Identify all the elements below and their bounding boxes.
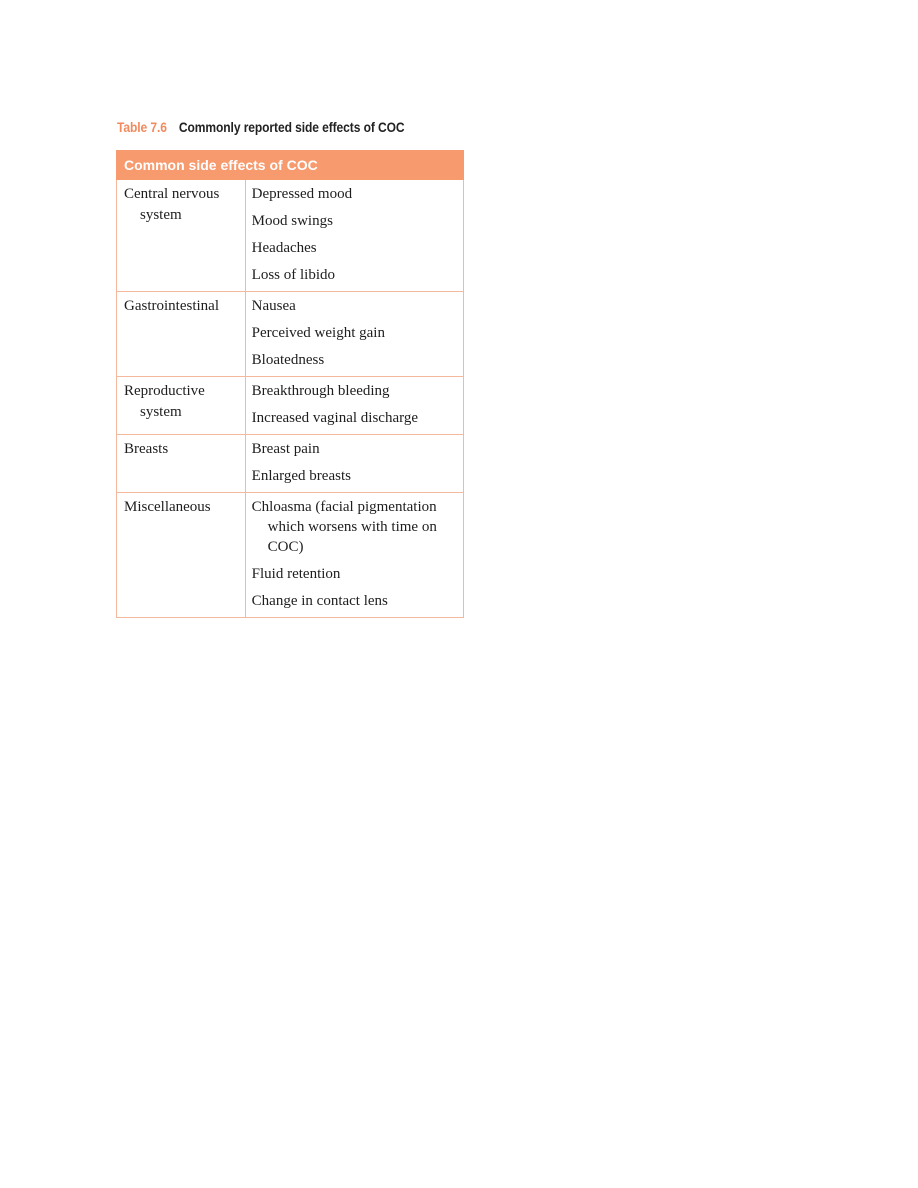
category-cell — [117, 292, 246, 377]
category-label-continued: system — [140, 404, 182, 420]
effects-cell — [245, 180, 463, 292]
category-cell — [117, 377, 246, 435]
table-row — [117, 180, 464, 292]
table-number: Table 7.6 — [117, 119, 167, 135]
table-row — [117, 493, 464, 618]
effects-cell — [245, 435, 463, 493]
category-label: Central nervous — [124, 186, 220, 202]
effect-item: Increased vaginal discharge — [251, 410, 418, 426]
effect-item: Headaches — [251, 240, 317, 256]
table-row — [117, 377, 464, 435]
effect-item: Mood swings — [251, 213, 333, 229]
effect-item: Breakthrough bleeding — [251, 383, 390, 399]
category-cell — [117, 435, 246, 493]
effect-item: Loss of libido — [251, 267, 336, 283]
category-label: Gastrointestinal — [124, 298, 219, 314]
effect-item: Perceived weight gain — [251, 325, 385, 341]
effect-item: Enlarged breasts — [251, 468, 351, 484]
category-cell — [117, 180, 246, 292]
effect-item: Change in contact lens — [251, 593, 388, 609]
effects-list — [246, 180, 463, 291]
effect-item: Nausea — [251, 298, 296, 314]
category-label: Reproductive — [124, 383, 205, 399]
table-row — [117, 292, 464, 377]
category-label: Miscellaneous — [124, 499, 211, 515]
effects-list — [246, 435, 463, 492]
category-label-continued: system — [140, 207, 182, 223]
effects-list — [246, 292, 463, 376]
effect-item: Chloasma (facial pigmentation which worsens with time on COC) — [251, 499, 437, 555]
category-label: Breasts — [124, 441, 169, 457]
effect-item: Depressed mood — [251, 186, 353, 202]
effect-item: Fluid retention — [251, 566, 341, 582]
effects-list — [246, 377, 463, 434]
effect-item: Bloatedness — [251, 352, 325, 368]
table-row — [117, 435, 464, 493]
category-cell — [117, 493, 246, 618]
effects-cell — [245, 292, 463, 377]
table-header: Common side effects of COC — [117, 151, 464, 180]
side-effects-table — [116, 150, 464, 618]
effect-item: Breast pain — [251, 441, 320, 457]
effects-list — [246, 493, 463, 617]
table-caption — [117, 119, 405, 135]
effects-cell — [245, 493, 463, 618]
table-title: Commonly reported side effects of COC — [178, 119, 405, 135]
table-header-row — [117, 151, 464, 180]
effects-cell — [245, 377, 463, 435]
